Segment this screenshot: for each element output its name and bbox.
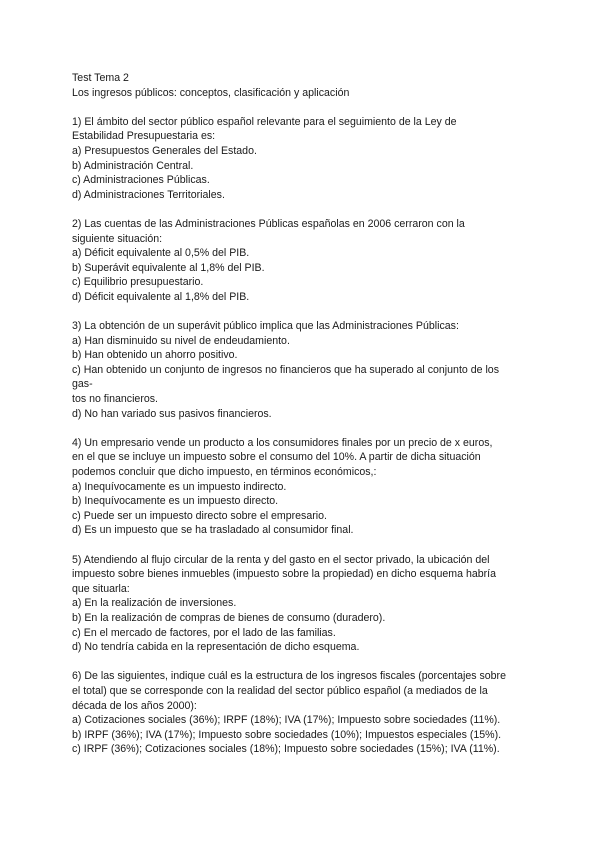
spacer xyxy=(72,202,532,217)
answer-option-c: c) En el mercado de factores, por el lado de las familias. xyxy=(72,626,336,639)
answer-option-a: a) Han disminuido su nivel de endeudamiento. xyxy=(72,334,290,347)
spacer xyxy=(72,305,532,320)
answer-option-b: b) Administración Central. xyxy=(72,159,194,172)
question-text: Estabilidad Presupuestaria es: xyxy=(72,130,216,143)
question-1 xyxy=(72,115,532,203)
question-text: en el que se incluye un impuesto sobre el consumo del 10%. A partir de dicha situación xyxy=(72,451,481,464)
spacer xyxy=(72,538,532,553)
answer-option-d: d) No tendría cabida en la representación de dicho esquema. xyxy=(72,641,360,654)
answer-option-b: b) Inequívocamente es un impuesto directo. xyxy=(72,495,279,508)
answer-option-a: a) Presupuestos Generales del Estado. xyxy=(72,144,257,157)
spacer xyxy=(72,100,532,115)
question-text: el total) que se corresponde con la realidad del sector público español (a mediados de la xyxy=(72,684,488,697)
spacer xyxy=(72,655,532,670)
answer-option-a: a) Déficit equivalente al 0,5% del PIB. xyxy=(72,247,250,260)
question-5 xyxy=(72,553,532,655)
answer-option-c-continued: tos no financieros. xyxy=(72,393,158,406)
answer-option-c: c) IRPF (36%); Cotizaciones sociales (18%); Impuesto sobre sociedades (15%); IVA (11%). xyxy=(72,743,500,756)
answer-option-a: a) En la realización de inversiones. xyxy=(72,597,237,610)
answer-option-d: d) No han variado sus pasivos financieros. xyxy=(72,407,272,420)
question-text: 2) Las cuentas de las Administraciones Públicas españolas en 2006 cerraron con la xyxy=(72,217,465,230)
question-text: 6) De las siguientes, indique cuál es la estructura de los ingresos fiscales (porcentajes sobre xyxy=(72,670,506,683)
question-4 xyxy=(72,436,532,538)
answer-option-b: b) Superávit equivalente al 1,8% del PIB. xyxy=(72,261,265,274)
document-title: Test Tema 2 xyxy=(72,72,129,84)
answer-option-c: c) Administraciones Públicas. xyxy=(72,174,210,187)
document-page xyxy=(72,71,532,757)
answer-option-c: c) Equilibrio presupuestario. xyxy=(72,276,204,289)
answer-option-c-continued: gas- xyxy=(72,378,93,391)
question-text: década de los años 2000): xyxy=(72,699,197,712)
question-2 xyxy=(72,217,532,305)
question-6 xyxy=(72,669,532,757)
answer-option-d: d) Es un impuesto que se ha trasladado al consumidor final. xyxy=(72,524,354,537)
question-text: 1) El ámbito del sector público español relevante para el seguimiento de la Ley de xyxy=(72,115,457,128)
question-text: 3) La obtención de un superávit público implica que las Administraciones Públicas: xyxy=(72,320,459,333)
question-text: podemos concluir que dicho impuesto, en términos económicos,: xyxy=(72,466,377,479)
answer-option-a: a) Inequívocamente es un impuesto indirecto. xyxy=(72,480,287,493)
document-subtitle: Los ingresos públicos: conceptos, clasificación y aplicación xyxy=(72,86,350,99)
answer-option-c: c) Han obtenido un conjunto de ingresos no financieros que ha superado al conjunto de los xyxy=(72,363,499,376)
question-text: que situarla: xyxy=(72,582,130,595)
question-text: 5) Atendiendo al flujo circular de la renta y del gasto en el sector privado, la ubicación del xyxy=(72,553,490,566)
answer-option-c: c) Puede ser un impuesto directo sobre el empresario. xyxy=(72,509,327,522)
answer-option-b: b) En la realización de compras de bienes de consumo (duradero). xyxy=(72,611,386,624)
question-3 xyxy=(72,319,532,421)
answer-option-d: d) Administraciones Territoriales. xyxy=(72,188,225,201)
question-text: impuesto sobre bienes inmuebles (impuesto sobre la propiedad) en dicho esquema habría xyxy=(72,568,497,581)
answer-option-a: a) Cotizaciones sociales (36%); IRPF (18%); IVA (17%); Impuesto sobre sociedades (11%). xyxy=(72,714,501,727)
answer-option-d: d) Déficit equivalente al 1,8% del PIB. xyxy=(72,290,250,303)
question-text: siguiente situación: xyxy=(72,232,163,245)
answer-option-b: b) IRPF (36%); IVA (17%); Impuesto sobre sociedades (10%); Impuestos especiales (15%). xyxy=(72,728,502,741)
answer-option-b: b) Han obtenido un ahorro positivo. xyxy=(72,349,238,362)
question-text: 4) Un empresario vende un producto a los consumidores finales por un precio de x euros, xyxy=(72,436,493,449)
spacer xyxy=(72,421,532,436)
